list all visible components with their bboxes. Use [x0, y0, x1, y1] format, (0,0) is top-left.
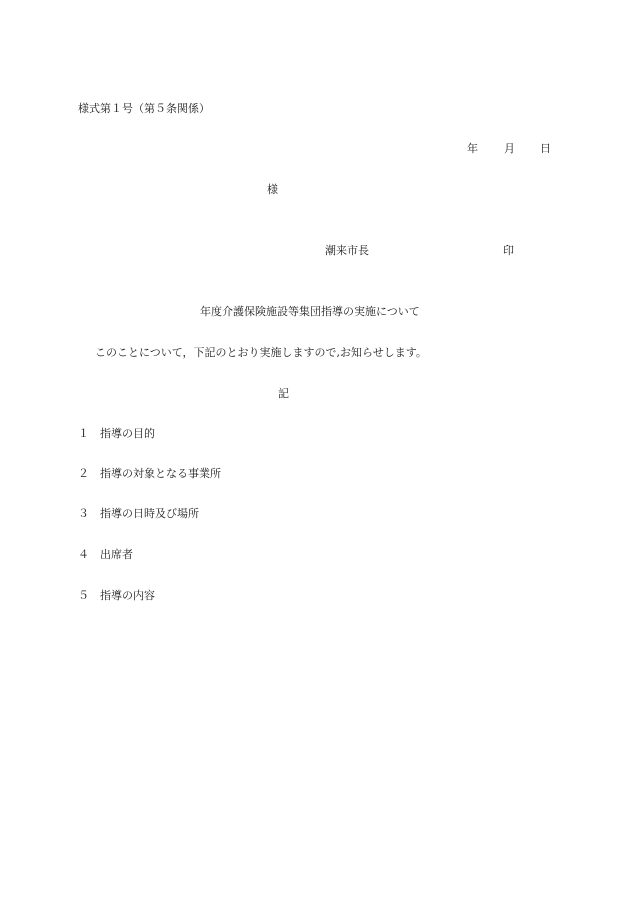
document-subject: 年度介護保険施設等集団指導の実施について [200, 305, 420, 318]
item-number: ３ [78, 507, 89, 520]
list-item [78, 549, 133, 560]
list-item [78, 428, 155, 439]
item-label: 指導の目的 [100, 427, 155, 440]
date-year-label: 年 [467, 142, 478, 155]
item-number: ２ [78, 467, 89, 480]
addressee-suffix: 様 [267, 183, 278, 196]
item-number: １ [78, 427, 89, 440]
item-label: 指導の内容 [100, 589, 155, 602]
list-item [78, 508, 199, 519]
form-label: 様式第１号（第５条関係） [78, 102, 210, 115]
item-label: 指導の日時及び場所 [100, 507, 199, 520]
list-item [78, 468, 221, 479]
seal-mark: 印 [503, 244, 514, 257]
sender-name: 潮来市長 [325, 244, 369, 257]
item-label: 指導の対象となる事業所 [100, 467, 221, 480]
list-item [78, 590, 155, 601]
date-month-label: 月 [504, 142, 515, 155]
date-day-label: 日 [540, 142, 551, 155]
body-text: このことについて，下記のとおり実施しますので,お知らせします。 [95, 346, 427, 359]
ki-heading: 記 [278, 387, 289, 400]
item-number: ５ [78, 589, 89, 602]
item-label: 出席者 [100, 548, 133, 561]
item-number: ４ [78, 548, 89, 561]
